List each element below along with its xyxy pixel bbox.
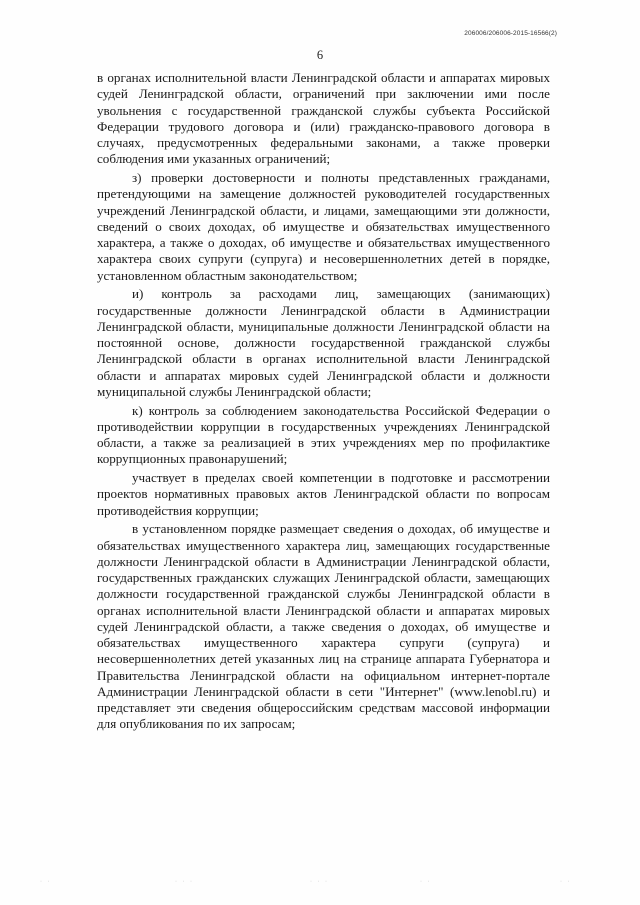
paragraph: к) контроль за соблюдением законодательства Российской Федерации о противодействии коррупции в государственных учреждениях Ленинградской области, а также за реализацией в этих учреждениях мер по профилактике коррупционных правонарушений;	[97, 402, 550, 467]
paragraph: з) проверки достоверности и полноты представленных гражданами, претендующими на замещение должностей руководителей государственных учреждений Ленинградской области, и лицами, замещающими эти должности, сведений о своих доходах, об имуществе и обязательствах имущественного характера, а также о доходах, об имуществе и обязательствах имущественного характера своих супруги (супруга) и несовершеннолетних детей в порядке, установленном областным законодательством;	[97, 170, 550, 283]
paragraph: в органах исполнительной власти Ленинградской области и аппаратах мировых судей Ленинградской области, ограничений при заключении ими после увольнения с государственной гражданской службы субъекта Российской Федерации трудового договора и (или) гражданско-правового договора в случаях, предусмотренных федеральными законами, а также проверки соблюдения ими указанных ограничений;	[97, 70, 550, 167]
scan-noise: · · · · · · · · · · · ·	[40, 879, 572, 885]
document-id: 206006/206006-2015-16566(2)	[464, 30, 557, 37]
paragraph: участвует в пределах своей компетенции в подготовке и рассмотрении проектов нормативных правовых актов Ленинградской области по вопросам противодействия коррупции;	[97, 470, 550, 518]
paragraph: и) контроль за расходами лиц, замещающих (занимающих) государственные должности Ленинградской области в Администрации Ленинградской области, муниципальные должности Ленинградской области на постоянной основе, должности государственной гражданской службы Ленинградской области в органах исполнительной власти Ленинградской области и аппаратах мировых судей Ленинградской области и должности муниципальной службы Ленинградской области;	[97, 286, 550, 399]
document-body	[97, 70, 550, 735]
paragraph: в установленном порядке размещает сведения о доходах, об имуществе и обязательствах имущественного характера лиц, замещающих государственные должности Ленинградской области в Администрации Ленинградской области, государственных гражданских служащих Ленинградской области, замещающих должности государственной гражданской службы Ленинградской области в органах исполнительной власти Ленинградской области и аппаратах мировых судей Ленинградской области, а также сведения о доходах, об имуществе и обязательствах имущественного характера супруги (супруга) и несовершеннолетних детей указанных лиц на странице аппарата Губернатора и Правительства Ленинградской области на официальном интернет-портале Администрации Ленинградской области в сети "Интернет" (www.lenobl.ru) и представляет эти сведения общероссийским средствам массовой информации для опубликования по их запросам;	[97, 521, 550, 732]
page-number: 6	[316, 48, 324, 62]
